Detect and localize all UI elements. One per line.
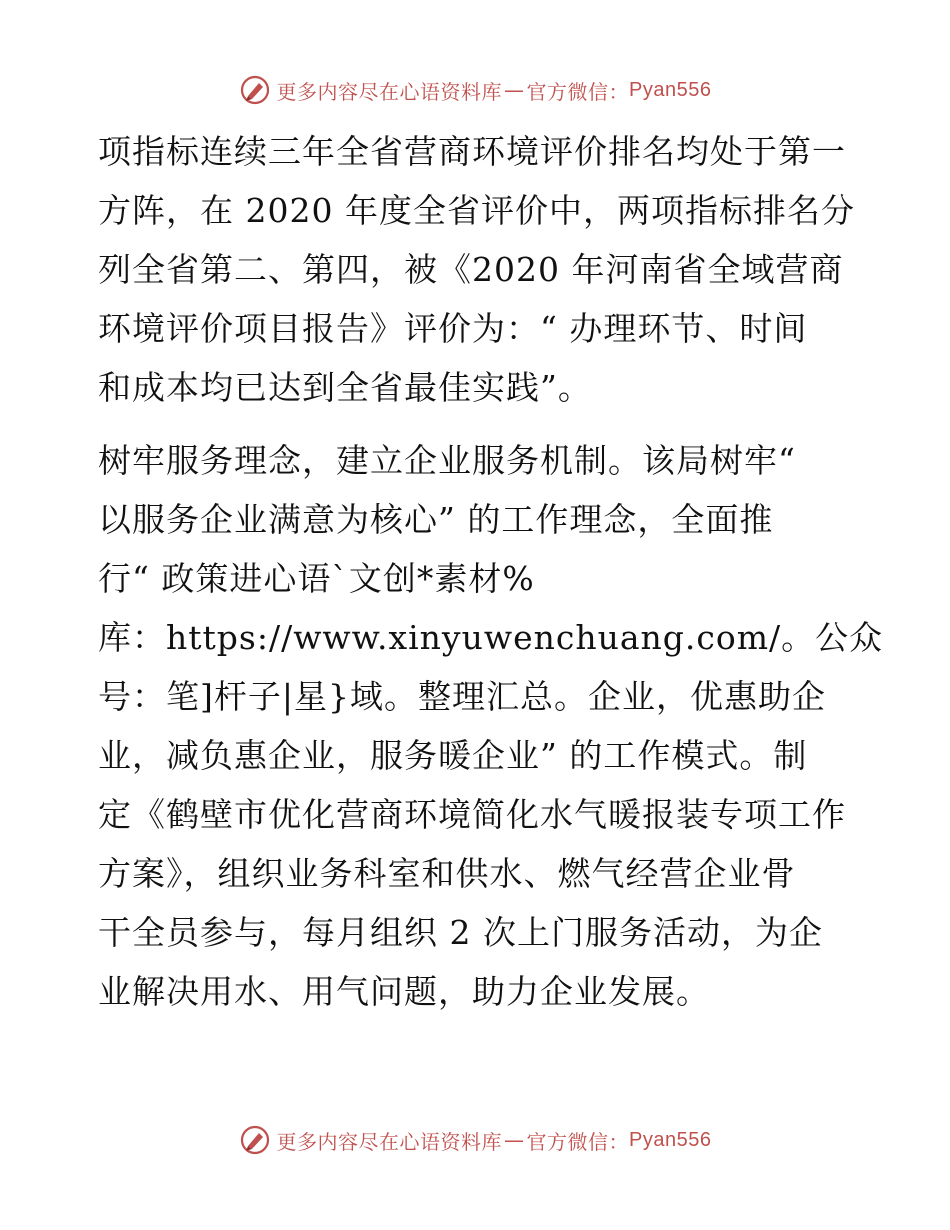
text-line: 库：https://www.xinyuwenchuang.com/。公众 xyxy=(98,618,884,657)
text-line: 号：笔]杆子|星}域。整理汇总。企业，优惠助企 xyxy=(98,677,826,716)
footer-banner xyxy=(0,1120,950,1160)
paragraph-2 xyxy=(98,431,884,1021)
pen-logo-icon xyxy=(239,74,271,106)
text-line: 树牢服务理念，建立企业服务机制。该局树牢“ xyxy=(98,441,796,480)
header-banner xyxy=(0,70,950,110)
banner-site-text: 更多内容尽在心语资料库 xyxy=(276,1129,503,1154)
banner-dash: — xyxy=(504,78,525,102)
text-line: 和成本均已达到全省最佳实践”。 xyxy=(98,368,592,407)
text-line: 以服务企业满意为核心” 的工作理念，全面推 xyxy=(98,500,774,539)
text-line: 定《鹤壁市优化营商环境简化水气暖报装专项工作 xyxy=(98,795,846,834)
text-line: 列全省第二、第四，被《2020 年河南省全域营商 xyxy=(98,250,844,289)
banner-wechat-id: Pyan556 xyxy=(629,78,712,101)
text-line: 业解决用水、用气问题，助力企业发展。 xyxy=(98,972,710,1011)
paragraph-gap xyxy=(98,417,858,431)
text-line: 行“ 政策进心语`文创*素材% xyxy=(98,559,535,598)
banner-site-text: 更多内容尽在心语资料库 xyxy=(276,79,503,104)
banner-wechat-label: 官方微信： xyxy=(526,1129,630,1154)
paragraph-1 xyxy=(98,122,858,417)
banner-dash: — xyxy=(504,1128,525,1152)
document-body xyxy=(98,122,884,1021)
text-line: 方阵，在 2020 年度全省评价中，两项指标排名分 xyxy=(98,191,855,230)
text-line: 项指标连续三年全省营商环境评价排名均处于第一 xyxy=(98,132,846,171)
banner-wechat-label: 官方微信： xyxy=(526,79,630,104)
banner-wechat-id: Pyan556 xyxy=(629,1128,712,1151)
text-line: 干全员参与，每月组织 2 次上门服务活动，为企 xyxy=(98,913,823,952)
pen-logo-icon xyxy=(239,1124,271,1156)
text-line: 业，减负惠企业，服务暖企业” 的工作模式。制 xyxy=(98,736,808,775)
text-line: 环境评价项目报告》评价为：“ 办理环节、时间 xyxy=(98,309,808,348)
text-line: 方案》，组织业务科室和供水、燃气经营企业骨 xyxy=(98,854,796,893)
